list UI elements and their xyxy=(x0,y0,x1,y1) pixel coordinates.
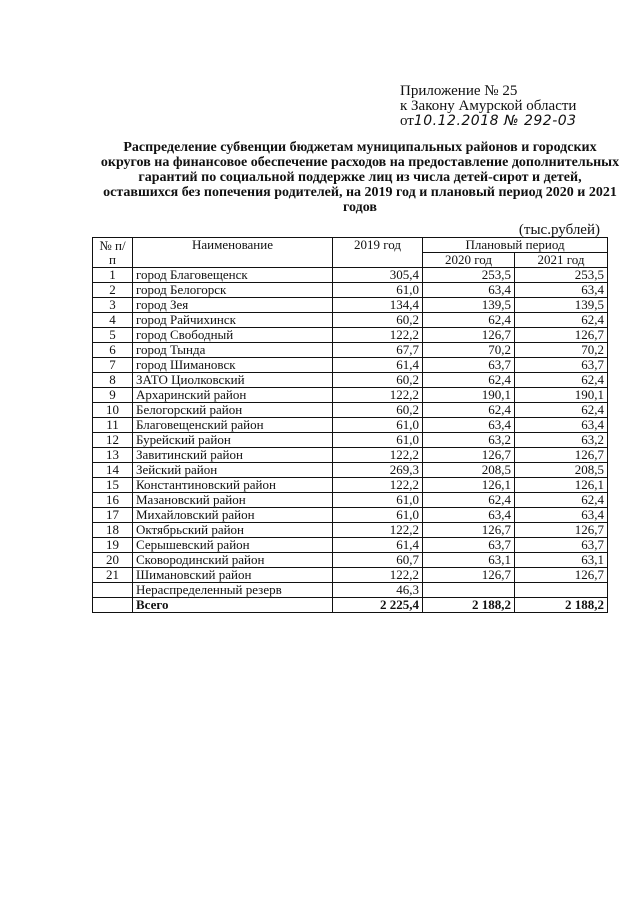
row-value-2019: 269,3 xyxy=(333,463,423,478)
row-name: город Благовещенск xyxy=(133,268,333,283)
row-value-2019: 46,3 xyxy=(333,583,423,598)
appendix-law: к Закону Амурской области xyxy=(400,98,577,114)
table-row xyxy=(93,298,608,313)
row-value-2019: 61,0 xyxy=(333,493,423,508)
row-value-2020: 62,4 xyxy=(423,403,515,418)
row-number: 21 xyxy=(93,568,133,583)
row-value-2021: 63,7 xyxy=(515,538,608,553)
header-2020: 2020 год xyxy=(423,253,515,268)
row-number: 18 xyxy=(93,523,133,538)
row-name: Завитинский район xyxy=(133,448,333,463)
date-prefix: от xyxy=(400,113,414,129)
row-number: 15 xyxy=(93,478,133,493)
table-row xyxy=(93,373,608,388)
row-value-2019: 61,0 xyxy=(333,508,423,523)
table-row xyxy=(93,358,608,373)
row-value-2020: 126,7 xyxy=(423,448,515,463)
table-row xyxy=(93,313,608,328)
document-title: Распределение субвенции бюджетам муниципальных районов и городских округов на финансовое обеспечение расходов на предоставление дополнительных гарантий по социальной поддержке лиц из числа детей-сирот и детей, оставшихся без попечения родителей, на 2019 год и плановый период 2020 и 2021 годов xyxy=(100,140,620,215)
row-number: 19 xyxy=(93,538,133,553)
table-row xyxy=(93,268,608,283)
row-number: 16 xyxy=(93,493,133,508)
total-row xyxy=(93,598,608,613)
table-row xyxy=(93,403,608,418)
row-value-2020: 62,4 xyxy=(423,493,515,508)
row-value-2019: 60,2 xyxy=(333,403,423,418)
row-value-2021: 63,4 xyxy=(515,508,608,523)
row-number: 20 xyxy=(93,553,133,568)
row-name: Октябрьский район xyxy=(133,523,333,538)
row-value-2019: 61,4 xyxy=(333,538,423,553)
row-name: Благовещенский район xyxy=(133,418,333,433)
row-value-2021: 62,4 xyxy=(515,373,608,388)
units-label: (тыс.рублей) xyxy=(518,222,600,238)
row-name: Мазановский район xyxy=(133,493,333,508)
header-2019: 2019 год xyxy=(333,238,423,268)
row-value-2021: 63,4 xyxy=(515,418,608,433)
table-row xyxy=(93,448,608,463)
row-name: город Зея xyxy=(133,298,333,313)
table-body xyxy=(93,268,608,613)
row-name: Архаринский район xyxy=(133,388,333,403)
subvention-table xyxy=(92,237,608,613)
row-value-2021: 63,2 xyxy=(515,433,608,448)
table-row xyxy=(93,553,608,568)
row-name: город Свободный xyxy=(133,328,333,343)
row-value-2020: 126,7 xyxy=(423,328,515,343)
row-value-2019: 122,2 xyxy=(333,568,423,583)
row-number: 1 xyxy=(93,268,133,283)
row-value-2019: 122,2 xyxy=(333,523,423,538)
row-name: Белогорский район xyxy=(133,403,333,418)
row-number: 3 xyxy=(93,298,133,313)
row-number: 4 xyxy=(93,313,133,328)
row-number: 2 xyxy=(93,283,133,298)
row-value-2020: 126,7 xyxy=(423,568,515,583)
row-value-2021: 126,7 xyxy=(515,568,608,583)
row-number: 5 xyxy=(93,328,133,343)
total-num-cell xyxy=(93,598,133,613)
row-name: Шимановский район xyxy=(133,568,333,583)
row-value-2020: 126,1 xyxy=(423,478,515,493)
appendix-number: Приложение № 25 xyxy=(400,83,518,99)
total-2021: 2 188,2 xyxy=(515,598,608,613)
row-number: 9 xyxy=(93,388,133,403)
row-value-2021: 62,4 xyxy=(515,493,608,508)
row-value-2019: 61,0 xyxy=(333,418,423,433)
row-value-2021: 126,7 xyxy=(515,328,608,343)
table-row xyxy=(93,568,608,583)
row-value-2021: 126,1 xyxy=(515,478,608,493)
row-value-2021: 190,1 xyxy=(515,388,608,403)
row-name: Михайловский район xyxy=(133,508,333,523)
row-value-2019: 305,4 xyxy=(333,268,423,283)
row-number: 7 xyxy=(93,358,133,373)
row-value-2021: 63,7 xyxy=(515,358,608,373)
row-value-2019: 61,4 xyxy=(333,358,423,373)
row-value-2021: 62,4 xyxy=(515,403,608,418)
row-number: 6 xyxy=(93,343,133,358)
row-value-2019: 60,2 xyxy=(333,373,423,388)
row-value-2021: 63,4 xyxy=(515,283,608,298)
row-value-2019: 134,4 xyxy=(333,298,423,313)
table-row xyxy=(93,463,608,478)
header-name: Наименование xyxy=(133,238,333,268)
row-value-2019: 67,7 xyxy=(333,343,423,358)
row-name: Константиновский район xyxy=(133,478,333,493)
row-value-2020: 63,1 xyxy=(423,553,515,568)
table-row xyxy=(93,433,608,448)
row-value-2019: 61,0 xyxy=(333,283,423,298)
row-name: Зейский район xyxy=(133,463,333,478)
row-name: ЗАТО Циолковский xyxy=(133,373,333,388)
row-value-2020: 63,4 xyxy=(423,418,515,433)
row-number: 8 xyxy=(93,373,133,388)
header-num: № п/п xyxy=(93,238,133,268)
appendix-block xyxy=(400,84,577,129)
row-value-2020: 63,7 xyxy=(423,358,515,373)
row-value-2021: 63,1 xyxy=(515,553,608,568)
row-value-2021: 126,7 xyxy=(515,448,608,463)
row-name: Сковородинский район xyxy=(133,553,333,568)
row-number: 14 xyxy=(93,463,133,478)
row-number: 12 xyxy=(93,433,133,448)
row-value-2021: 126,7 xyxy=(515,523,608,538)
total-label: Всего xyxy=(133,598,333,613)
row-value-2020 xyxy=(423,583,515,598)
table-row xyxy=(93,493,608,508)
table-header-row xyxy=(93,238,608,253)
table-row xyxy=(93,328,608,343)
row-value-2020: 62,4 xyxy=(423,373,515,388)
row-name: город Тында xyxy=(133,343,333,358)
row-value-2019: 60,2 xyxy=(333,313,423,328)
row-value-2020: 253,5 xyxy=(423,268,515,283)
table-row xyxy=(93,583,608,598)
row-value-2021: 139,5 xyxy=(515,298,608,313)
table-row xyxy=(93,508,608,523)
row-value-2020: 139,5 xyxy=(423,298,515,313)
row-name: Нераспределенный резерв xyxy=(133,583,333,598)
row-value-2020: 208,5 xyxy=(423,463,515,478)
row-name: город Белогорск xyxy=(133,283,333,298)
handwritten-date: 10.12.2018 № 292-03 xyxy=(413,113,577,129)
row-number: 10 xyxy=(93,403,133,418)
row-number: 13 xyxy=(93,448,133,463)
row-value-2021: 208,5 xyxy=(515,463,608,478)
row-value-2020: 63,4 xyxy=(423,283,515,298)
total-2019: 2 225,4 xyxy=(333,598,423,613)
row-name: Бурейский район xyxy=(133,433,333,448)
row-value-2019: 122,2 xyxy=(333,448,423,463)
appendix-date-line xyxy=(400,114,577,129)
table-row xyxy=(93,478,608,493)
table-row xyxy=(93,343,608,358)
row-value-2019: 122,2 xyxy=(333,328,423,343)
table-row xyxy=(93,388,608,403)
row-name: город Райчихинск xyxy=(133,313,333,328)
table-row xyxy=(93,283,608,298)
row-value-2021: 62,4 xyxy=(515,313,608,328)
row-value-2020: 63,4 xyxy=(423,508,515,523)
row-value-2021 xyxy=(515,583,608,598)
row-value-2019: 122,2 xyxy=(333,388,423,403)
row-value-2020: 63,2 xyxy=(423,433,515,448)
table-row xyxy=(93,538,608,553)
row-number xyxy=(93,583,133,598)
row-value-2019: 61,0 xyxy=(333,433,423,448)
row-value-2020: 70,2 xyxy=(423,343,515,358)
header-2021: 2021 год xyxy=(515,253,608,268)
total-2020: 2 188,2 xyxy=(423,598,515,613)
row-value-2021: 70,2 xyxy=(515,343,608,358)
table-row xyxy=(93,523,608,538)
row-name: город Шимановск xyxy=(133,358,333,373)
table-row xyxy=(93,418,608,433)
row-value-2020: 63,7 xyxy=(423,538,515,553)
row-name: Серышевский район xyxy=(133,538,333,553)
header-planned: Плановый период xyxy=(423,238,608,253)
row-value-2019: 122,2 xyxy=(333,478,423,493)
row-number: 17 xyxy=(93,508,133,523)
row-value-2021: 253,5 xyxy=(515,268,608,283)
row-number: 11 xyxy=(93,418,133,433)
row-value-2019: 60,7 xyxy=(333,553,423,568)
row-value-2020: 190,1 xyxy=(423,388,515,403)
row-value-2020: 126,7 xyxy=(423,523,515,538)
row-value-2020: 62,4 xyxy=(423,313,515,328)
